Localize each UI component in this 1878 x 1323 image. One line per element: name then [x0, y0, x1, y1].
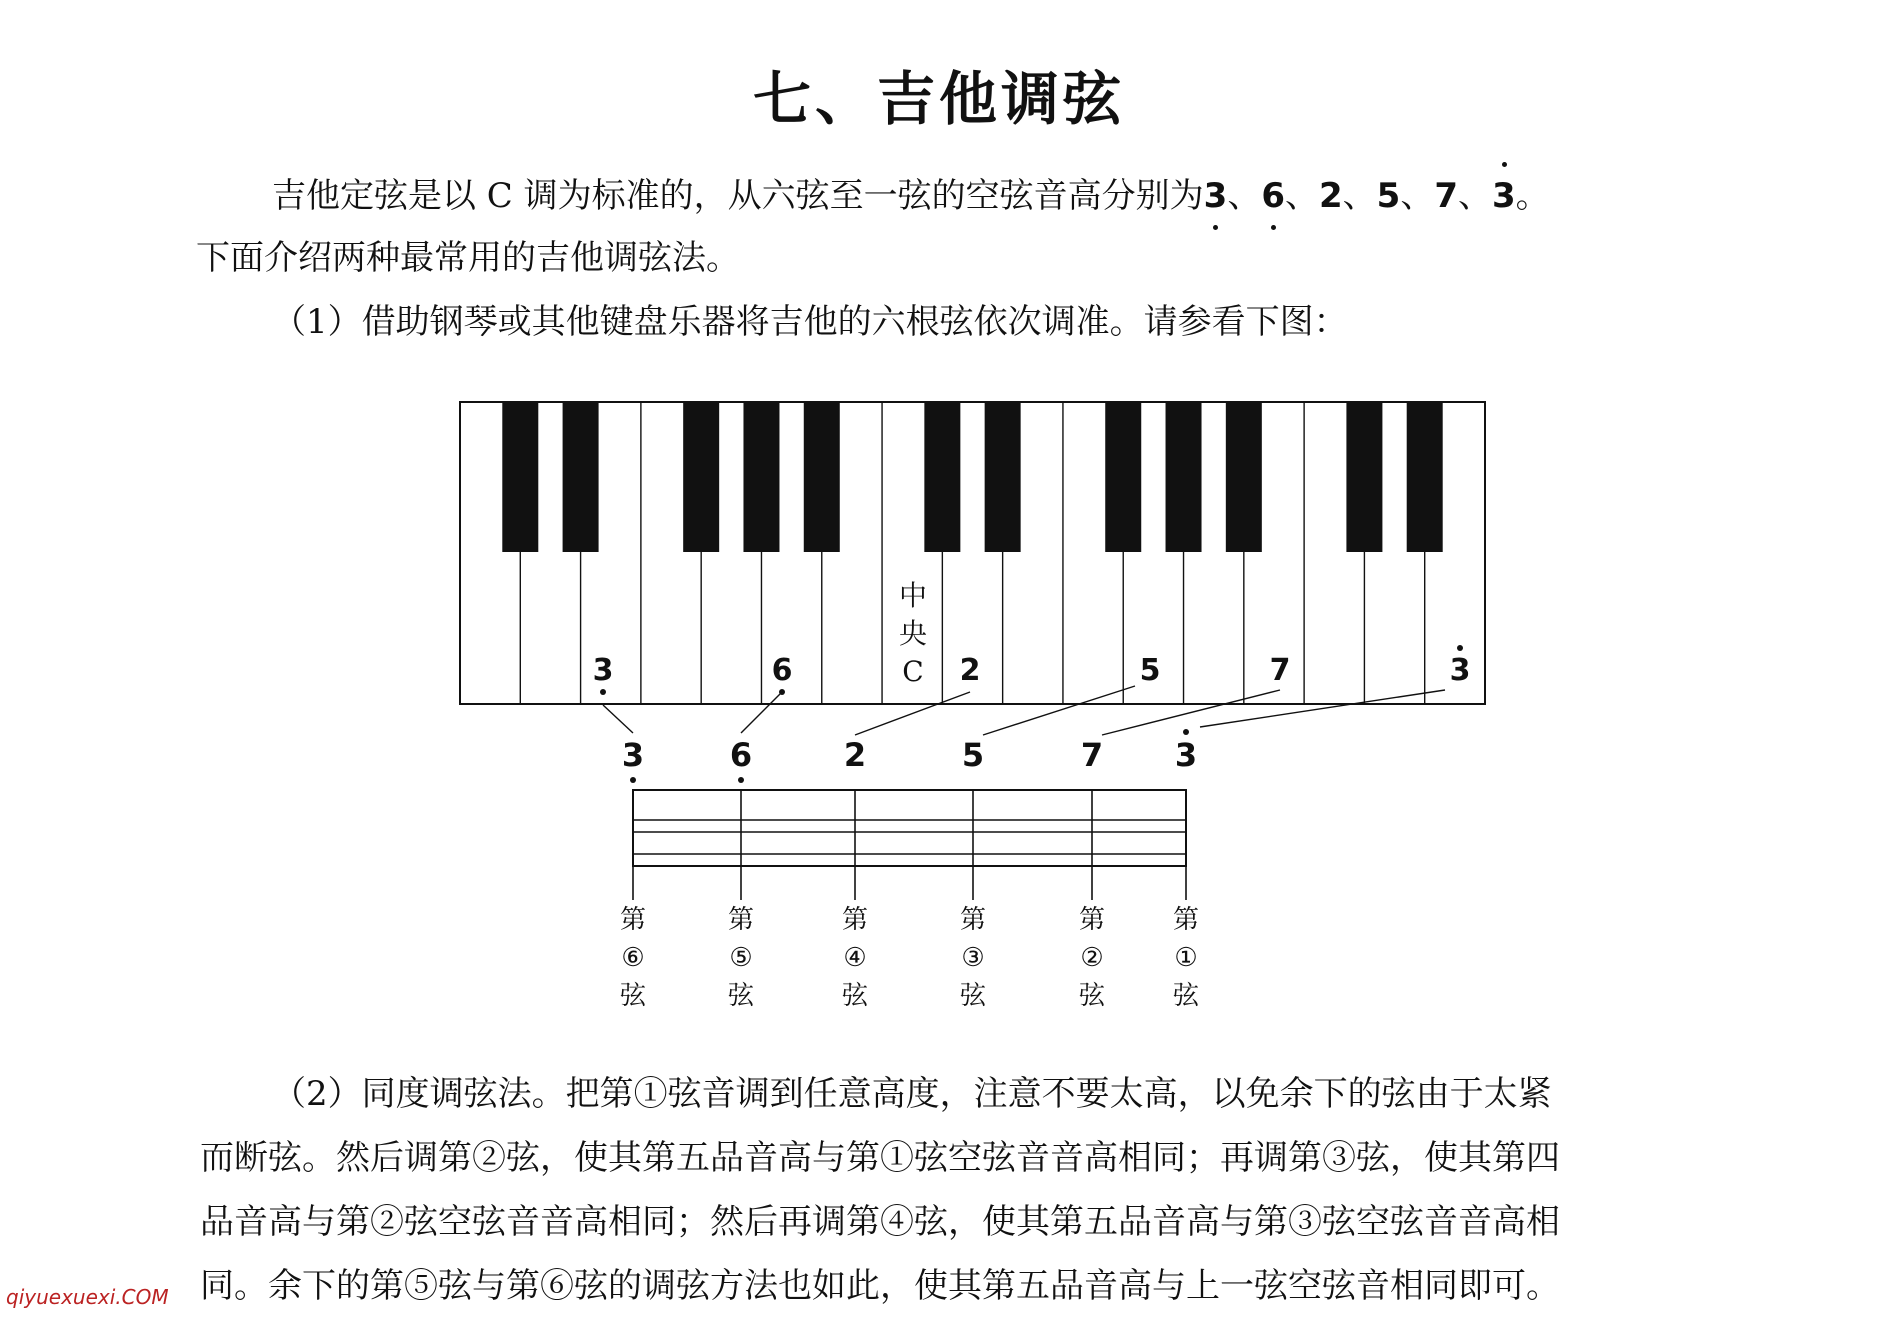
sep: 、: [1400, 176, 1435, 216]
guitar-note-label: 3: [1174, 736, 1198, 774]
watermark-text: qiyuexuexi.COM: [6, 1285, 169, 1309]
black-key: [743, 402, 779, 552]
string-label: 第: [959, 905, 987, 935]
middle-c-label: 央: [898, 617, 928, 650]
black-key: [804, 402, 840, 552]
string-label: ④: [843, 943, 867, 973]
black-key: [1166, 402, 1202, 552]
black-key: [683, 402, 719, 552]
method-2-line-1: （2）同度调弦法。把第①弦音调到任意高度，注意不要太高，以免余下的弦由于太紧: [272, 1074, 1552, 1114]
sep: 、: [1284, 176, 1319, 216]
middle-c-label: 中: [898, 579, 928, 612]
piano-note-label: 2: [959, 653, 981, 688]
string-label: 第: [841, 905, 869, 935]
low-octave-dot: [630, 777, 636, 783]
low-octave-dot: [600, 689, 606, 695]
black-key: [1105, 402, 1141, 552]
note-7: 7: [1434, 176, 1458, 216]
string-label: ⑥: [621, 943, 645, 973]
note-5: 5: [1376, 176, 1401, 216]
period: 。: [1515, 176, 1550, 216]
piano-note-label: 6: [771, 653, 793, 688]
string-label: 弦: [959, 981, 987, 1011]
string-label: 第: [1172, 905, 1200, 935]
connector-line: [603, 705, 633, 733]
intro-text: 吉他定弦是以 C 调为标准的，从六弦至一弦的空弦音高分别为: [272, 176, 1204, 216]
string-label: ⑤: [729, 943, 753, 973]
method-1-text: （1）借助钢琴或其他键盘乐器将吉他的六根弦依次调准。请参看下图：: [272, 302, 1348, 342]
string-label: 弦: [1078, 981, 1106, 1011]
note-2: 2: [1318, 176, 1343, 216]
black-key: [563, 402, 599, 552]
black-key: [1346, 402, 1382, 552]
note-6-low: 6: [1261, 166, 1285, 226]
string-label: ③: [961, 943, 985, 973]
intro-line-2: 下面介绍两种最常用的吉他调弦法。: [196, 238, 740, 278]
piano-note-label: 3: [1449, 653, 1471, 688]
black-key: [1226, 402, 1262, 552]
black-key: [1407, 402, 1443, 552]
string-label: 弦: [841, 981, 869, 1011]
low-octave-dot: [738, 777, 744, 783]
high-octave-dot: [1457, 645, 1463, 651]
black-key: [985, 402, 1021, 552]
middle-c-label: C: [902, 655, 924, 688]
method-2-line-4: 同。余下的第⑤弦与第⑥弦的调弦方法也如此，使其第五品音高与上一弦空弦音相同即可。: [200, 1266, 1560, 1306]
method-2-line-2: 而断弦。然后调第②弦，使其第五品音高与第①弦空弦音音高相同；再调第③弦，使其第四: [200, 1138, 1560, 1178]
string-label: 第: [619, 905, 647, 935]
piano-note-label: 5: [1139, 653, 1161, 688]
string-label: 弦: [727, 981, 755, 1011]
page-title: 七、吉他调弦: [752, 65, 1125, 133]
string-label: 第: [727, 905, 755, 935]
sep: 、: [1227, 176, 1262, 216]
note-3-high: 3: [1492, 166, 1516, 226]
sep: 、: [1458, 176, 1492, 216]
piano-note-label: 7: [1269, 653, 1291, 688]
guitar-note-label: 7: [1080, 736, 1104, 774]
guitar-note-label: 5: [961, 736, 985, 774]
guitar-note-label: 2: [843, 736, 867, 774]
string-label: 第: [1078, 905, 1106, 935]
high-octave-dot: [1183, 729, 1189, 735]
guitar-note-label: 3: [621, 736, 645, 774]
black-key: [502, 402, 538, 552]
string-label: 弦: [1172, 981, 1200, 1011]
sep: 、: [1342, 176, 1377, 216]
black-key: [924, 402, 960, 552]
guitar-note-label: 6: [729, 736, 753, 774]
string-label: ②: [1080, 943, 1104, 973]
note-3-low: 3: [1204, 166, 1228, 226]
method-2-line-3: 品音高与第②弦空弦音音高相同；然后再调第④弦，使其第五品音高与第③弦空弦音音高相: [200, 1202, 1560, 1242]
string-label: ①: [1174, 943, 1198, 973]
string-label: 弦: [619, 981, 647, 1011]
piano-note-label: 3: [592, 653, 614, 688]
